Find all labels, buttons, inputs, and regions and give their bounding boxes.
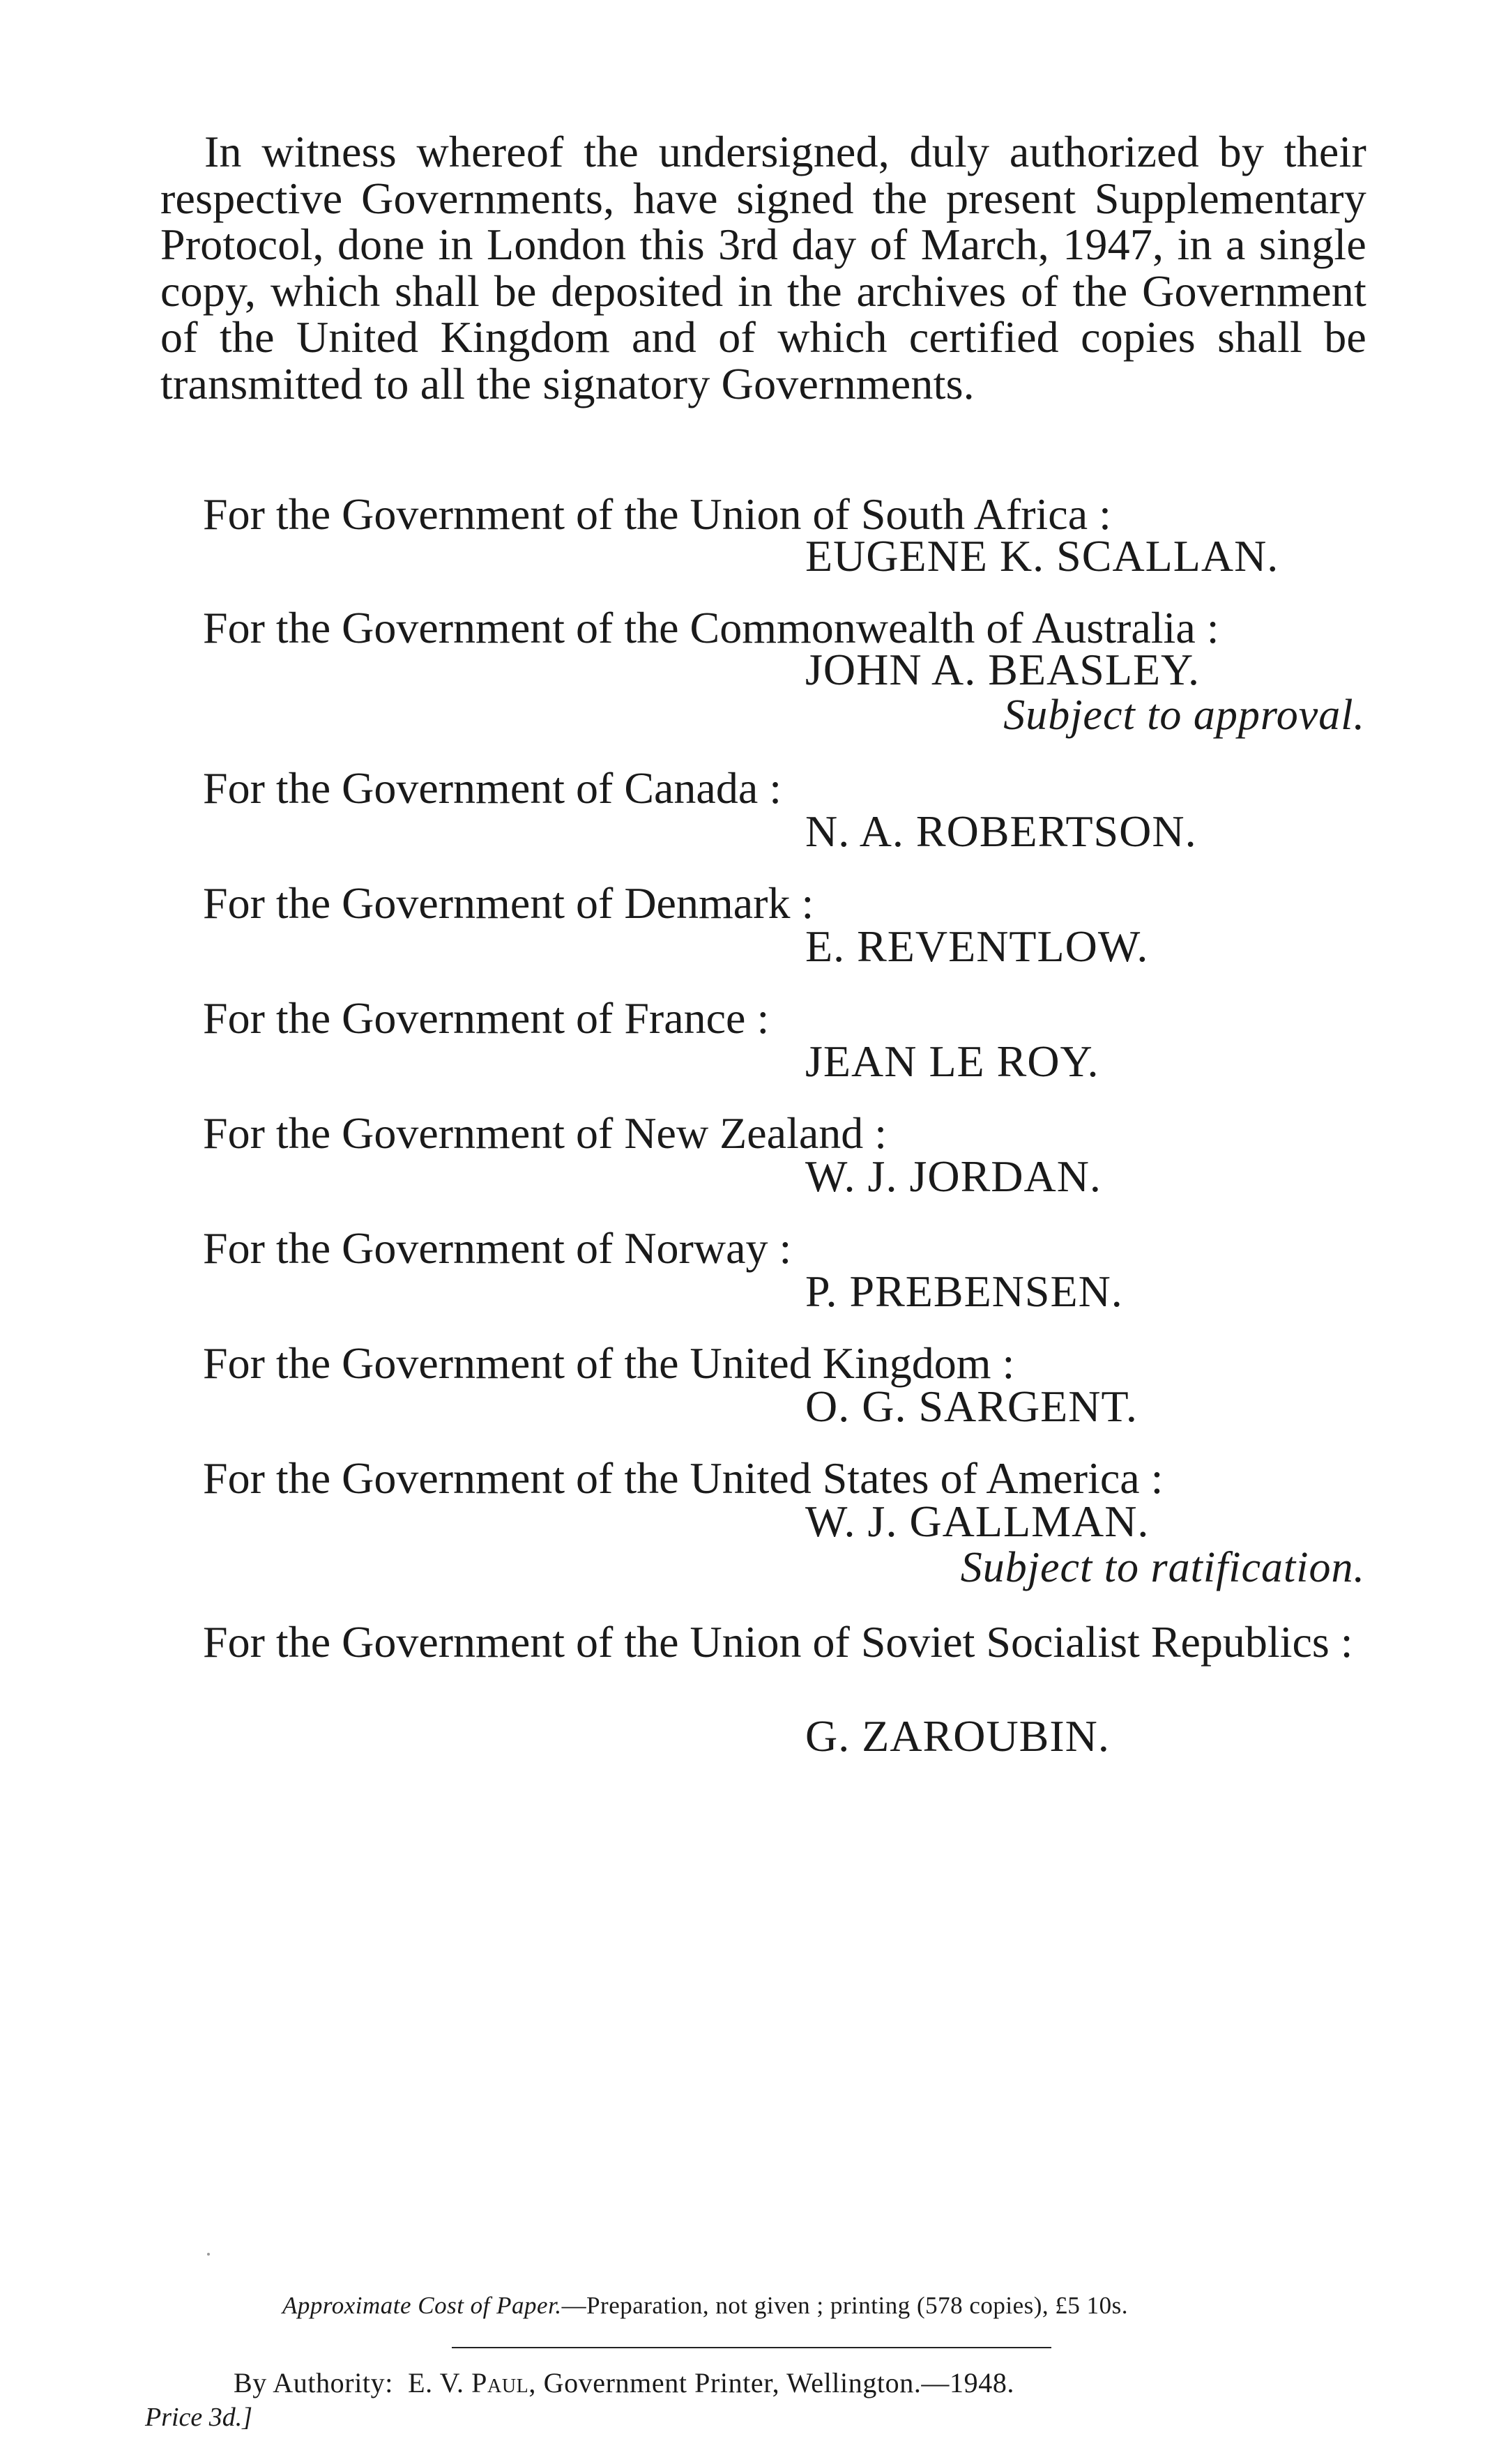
cost-lead: Approximate Cost of Paper. xyxy=(282,2292,562,2319)
authority-prefix: By Authority: xyxy=(234,2367,393,2398)
signatory-government: For the Government of Denmark : xyxy=(203,878,814,928)
signatory-name: W. J. JORDAN. xyxy=(805,1151,1102,1201)
signatory-government: For the Government of the Union of Soviet Socialist Republics : xyxy=(203,1617,1353,1667)
printer-authority-line xyxy=(234,2368,1014,2398)
authority-details: Government Printer, Wellington.—1948. xyxy=(543,2367,1015,2398)
signatory-government: For the Government of the Commonwealth of Australia : xyxy=(203,603,1219,652)
signatory-note: Subject to approval. xyxy=(1003,691,1365,739)
signatory-government: For the Government of Canada : xyxy=(203,763,782,813)
signatory-name: JOHN A. BEASLEY. xyxy=(805,645,1200,694)
signatory-name: E. REVENTLOW. xyxy=(805,921,1149,971)
price-label: Price 3d.] xyxy=(145,2403,253,2432)
signatory-government: For the Government of the United Kingdom : xyxy=(203,1338,1015,1388)
signatory-name: N. A. ROBERTSON. xyxy=(805,806,1197,856)
signatory-name: EUGENE K. SCALLAN. xyxy=(805,531,1279,581)
signatory-name: P. PREBENSEN. xyxy=(805,1267,1123,1316)
signatory-name: JEAN LE ROY. xyxy=(805,1036,1099,1086)
signatory-government: For the Government of New Zealand : xyxy=(203,1108,888,1158)
signatory-name: W. J. GALLMAN. xyxy=(805,1497,1150,1546)
signatory-name: O. G. SARGENT. xyxy=(805,1382,1138,1431)
signatory-government: For the Government of Norway : xyxy=(203,1223,792,1273)
cost-details: —Preparation, not given ; printing (578 copies), £5 10s. xyxy=(561,2292,1129,2319)
printer-name: E. V. Paul, xyxy=(408,2367,536,2398)
footer-divider xyxy=(452,2347,1051,2348)
signatory-government: For the Government of France : xyxy=(203,993,770,1043)
signatory-note: Subject to ratification. xyxy=(960,1544,1365,1591)
approximate-cost-line xyxy=(282,2292,1128,2320)
signatory-name: G. ZAROUBIN. xyxy=(805,1711,1110,1761)
signatory-government: For the Government of the United States of America : xyxy=(203,1453,1164,1503)
witness-paragraph: In witness whereof the undersigned, duly authorized by their respective Governments, have signed the present Supplementary Protocol, done in London this 3rd day of March, 1947, in a single copy, which shall be deposited in the archives of the Government of the United Kingdom and of which certified copies shall be transmitted to all the signatory Governments. xyxy=(160,127,1366,408)
print-speck xyxy=(207,2253,210,2256)
signatory-government: For the Government of the Union of South Africa : xyxy=(203,489,1111,539)
